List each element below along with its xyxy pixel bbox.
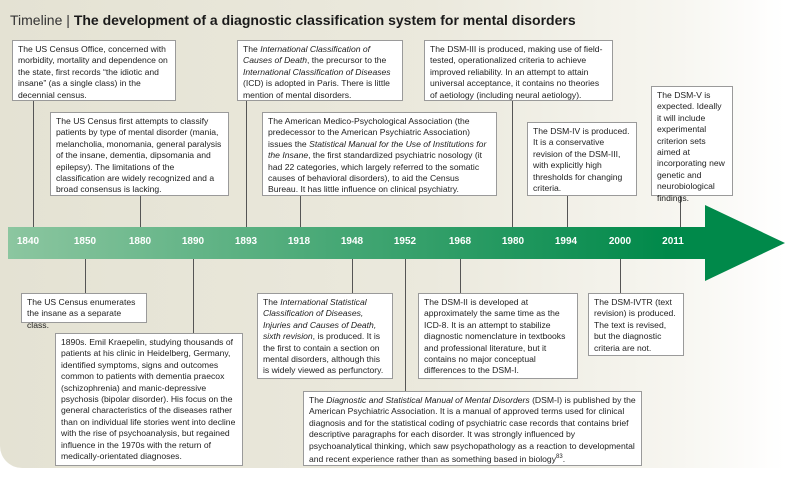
event-1918 (262, 112, 497, 196)
year-label-1918: 1918 (287, 236, 311, 247)
year-label-1893: 1893 (234, 236, 258, 247)
event-text: , the first standardized psychiatric nosology (it had 22 categories, which largely referred to the somatic causes of behavioral disorders), to aid the Census Bureau. It has little influence on clinical psychiatry. (268, 150, 483, 195)
figure-title (10, 12, 576, 28)
event-2000 (588, 293, 684, 356)
event-text: (ICD) is adopted in Paris. There is little mention of mental disorders. (243, 78, 390, 100)
year-label-2011: 2011 (662, 236, 684, 247)
year-label-1840: 1840 (16, 236, 40, 247)
event-1893 (237, 40, 403, 101)
italic-title: International Classification of Causes of Death (243, 44, 371, 66)
event-1850 (21, 293, 147, 330)
event-text: The (243, 44, 261, 54)
year-label-1994: 1994 (554, 236, 578, 247)
italic-title: Diagnostic and Statistical Manual of Mental Disorders (326, 395, 530, 405)
year-label-1980: 1980 (501, 236, 525, 247)
event-text: (DSM-I) is published by the American Psychiatric Association. It is a manual of approved terms used for clinical diagnosis and for the statistical coding of psychiatric case records that contains brief descriptive paragraphs for each disorder. It was strongly influenced by psychoanalytical thinking, which saw psychopathology as a reaction to developmental and recent experience rather than as something based in biology (309, 395, 636, 464)
event-1994 (527, 122, 637, 196)
event-1948 (257, 293, 393, 379)
event-1980 (424, 40, 613, 101)
year-label-1890: 1890 (181, 236, 205, 247)
title-main: The development of a diagnostic classification system for mental disorders (73, 12, 576, 28)
title-lead: Timeline | (10, 12, 70, 28)
event-text: The US Census first attempts to classify patients by type of mental disorder (mania, melancholia, monomania, general paralysis of the insane, dementia, dipsomania and epilepsy). The limitations of the classification are widely recognized and a broad consensus is lacking. (56, 116, 222, 195)
event-text: The US Census Office, concerned with morbidity, mortality and dependence on the state, first records “the idiotic and insane” (as a single class) in the decennial census. (18, 44, 168, 100)
event-text: The DSM-V is expected. Ideally it will include experimental criterion sets aimed at incorporating new genetic and neurobiological findings. (657, 90, 725, 203)
year-label-1952: 1952 (393, 236, 417, 247)
event-1890 (55, 333, 243, 466)
event-2011 (651, 86, 733, 203)
event-text: , is produced. It is the first to contain a section on mental disorders, although this is widely viewed as perfunctory. (263, 331, 384, 376)
event-text: The DSM-III is produced, making use of field-tested, operationalized criteria to achieve improved reliability. In an attempt to attain universal acceptance, it contains no theories of aetiology (including neural aetiology). (430, 44, 603, 100)
year-label-1968: 1968 (448, 236, 472, 247)
year-label-2000: 2000 (608, 236, 632, 247)
event-text: , the precursor to the (307, 55, 387, 66)
event-1968 (418, 293, 578, 379)
event-text: The (309, 395, 327, 405)
event-text: The DSM-IV is produced. It is a conservative revision of the DSM-III, with explicitly high thresholds for changing criteria. (533, 126, 630, 194)
year-label-1948: 1948 (340, 236, 364, 247)
citation-ref: 83 (556, 454, 563, 461)
event-text: . (562, 453, 566, 464)
event-text: The US Census enumerates the insane as a separate class. (27, 297, 136, 330)
event-text: The American Medico-Psychological Association (the predecessor to the American Psychiatric Association) issues the (268, 116, 471, 149)
event-text: The DSM-II is developed at approximately the same time as the ICD-8. It is an attempt to stabilize diagnostic nomenclature in textbooks and professional literature, but it contains no major conceptual differences to the DSM-I. (424, 297, 566, 376)
event-1880 (50, 112, 229, 196)
italic-title: International Statistical Classification of Diseases, Injuries and Causes of Death, sixth revision (263, 297, 377, 342)
event-text: The DSM-IVTR (text revision) is produced. The text is revised, but the diagnostic criteria are not. (594, 297, 676, 353)
year-label-1850: 1850 (73, 236, 97, 247)
event-text: 1890s. Emil Kraepelin, studying thousands of patients at his clinic in Heidelberg, Germany, identified symptoms, signs and outcomes common to patients with dementia praecox (schizophrenia) and manic-depressive psychosis (bipolar disorder). His focus on the general characteristics of the diseases rather than on individual life stories went into decline with the rise of psychoanalysis, but regained influence in the 1970s with the return of medically-orientated diagnoses. (61, 337, 236, 462)
event-text: The (263, 297, 281, 307)
event-1952 (303, 391, 642, 466)
italic-title: International Classification of Diseases (243, 66, 391, 77)
event-1840 (12, 40, 176, 101)
italic-title: Statistical Manual for the Use of Institutions for the Insane (268, 138, 487, 161)
year-label-1880: 1880 (128, 236, 152, 247)
